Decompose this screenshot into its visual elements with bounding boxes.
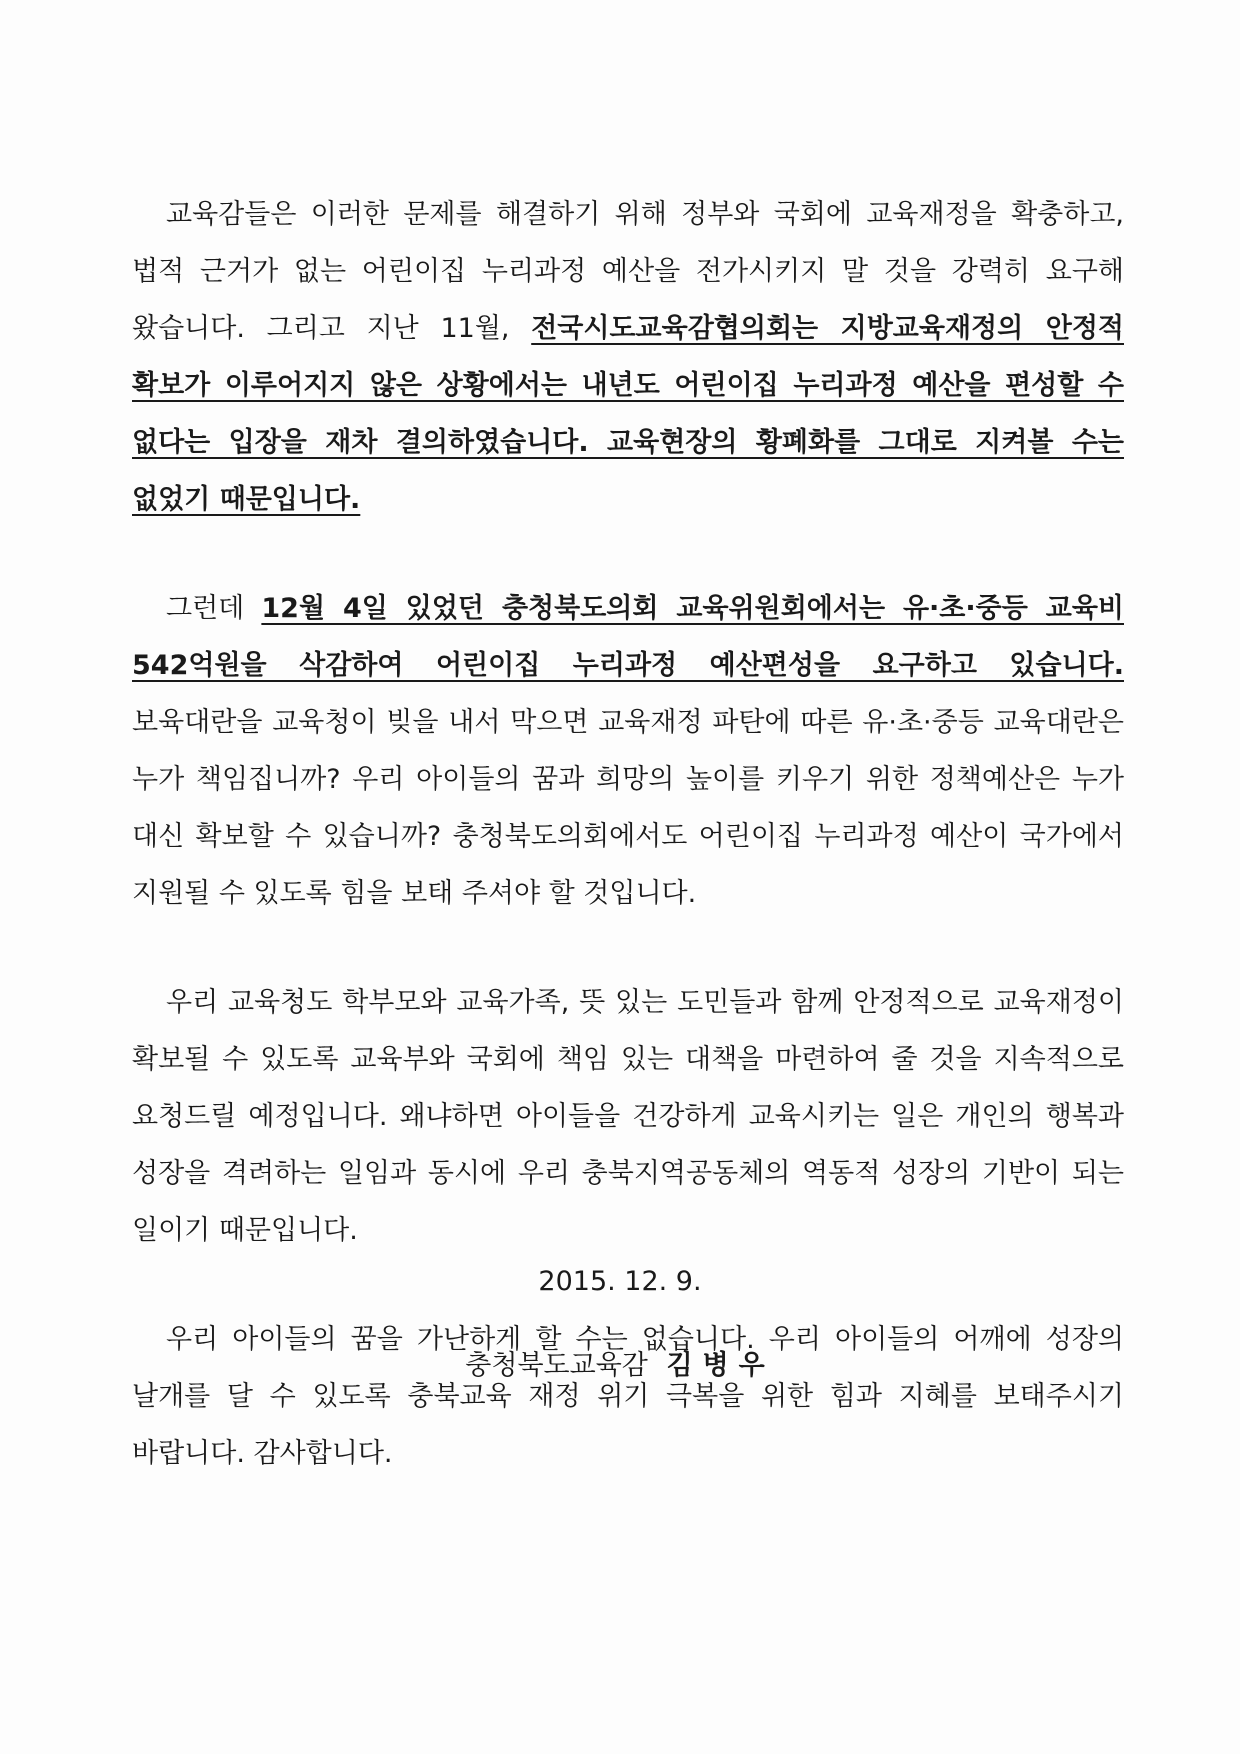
paragraph-1 — [132, 186, 1124, 528]
paragraph-4-text: 우리 아이들의 꿈을 가난하게 할 수는 없습니다. 우리 아이들의 어깨에 성장의 날개를 달 수 있도록 충북교육 재정 위기 극복을 위한 힘과 지혜를 보태주시기 바랍니다. 감사합니다. — [132, 1324, 1124, 1469]
paragraph-3 — [132, 974, 1124, 1259]
paragraph-2-text-after: 보육대란을 교육청이 빚을 내서 막으면 교육재정 파탄에 따른 유·초·중등 교육대란은 누가 책임집니까? 우리 아이들의 꿈과 희망의 높이를 키우기 위한 정책예산은 누가 대신 확보할 수 있습니까? 충청북도의회에서도 어린이집 누리과정 예산이 국가에서 지원될 수 있도록 힘을 보태 주셔야 할 것입니다. — [132, 707, 1124, 909]
letter-body — [132, 186, 1124, 1534]
paragraph-3-text: 우리 교육청도 학부모와 교육가족, 뜻 있는 도민들과 함께 안정적으로 교육재정이 확보될 수 있도록 교육부와 국회에 책임 있는 대책을 마련하여 줄 것을 지속적으로 요청드릴 예정입니다. 왜냐하면 아이들을 건강하게 교육시키는 일은 개인의 행복과 성장을 격려하는 일임과 동시에 우리 충북지역공동체의 역동적 성장의 기반이 되는 일이기 때문입니다. — [132, 987, 1124, 1246]
letter-date: 2015. 12. 9. — [538, 1266, 702, 1297]
signature-name: 김병우 — [666, 1350, 775, 1381]
paragraph-2 — [132, 580, 1124, 922]
signature-title: 충청북도교육감 — [465, 1350, 648, 1381]
paragraph-2-emphasis: 12월 4일 있었던 충청북도의회 교육위원회에서는 유·초·중등 교육비 542억원을 삭감하여 어린이집 누리과정 예산편성을 요구하고 있습니다. — [132, 593, 1124, 681]
paragraph-2-text: 그런데 — [166, 593, 262, 624]
signature-block — [0, 1346, 1240, 1386]
paragraph-1-emphasis: 전국시도교육감협의회는 지방교육재정의 안정적 확보가 이루어지지 않은 상황에서는 내년도 어린이집 누리과정 예산을 편성할 수 없다는 입장을 재차 결의하였습니다. 교육현장의 황폐화를 그대로 지켜볼 수는 없었기 때문입니다. — [132, 313, 1124, 515]
paragraph-1-text: 교육감들은 이러한 문제를 해결하기 위해 정부와 국회에 교육재정을 확충하고, 법적 근거가 없는 어린이집 누리과정 예산을 전가시키지 말 것을 강력히 요구해 왔습니다. 그리고 지난 11월, — [132, 199, 1124, 344]
paragraph-4 — [132, 1311, 1124, 1482]
